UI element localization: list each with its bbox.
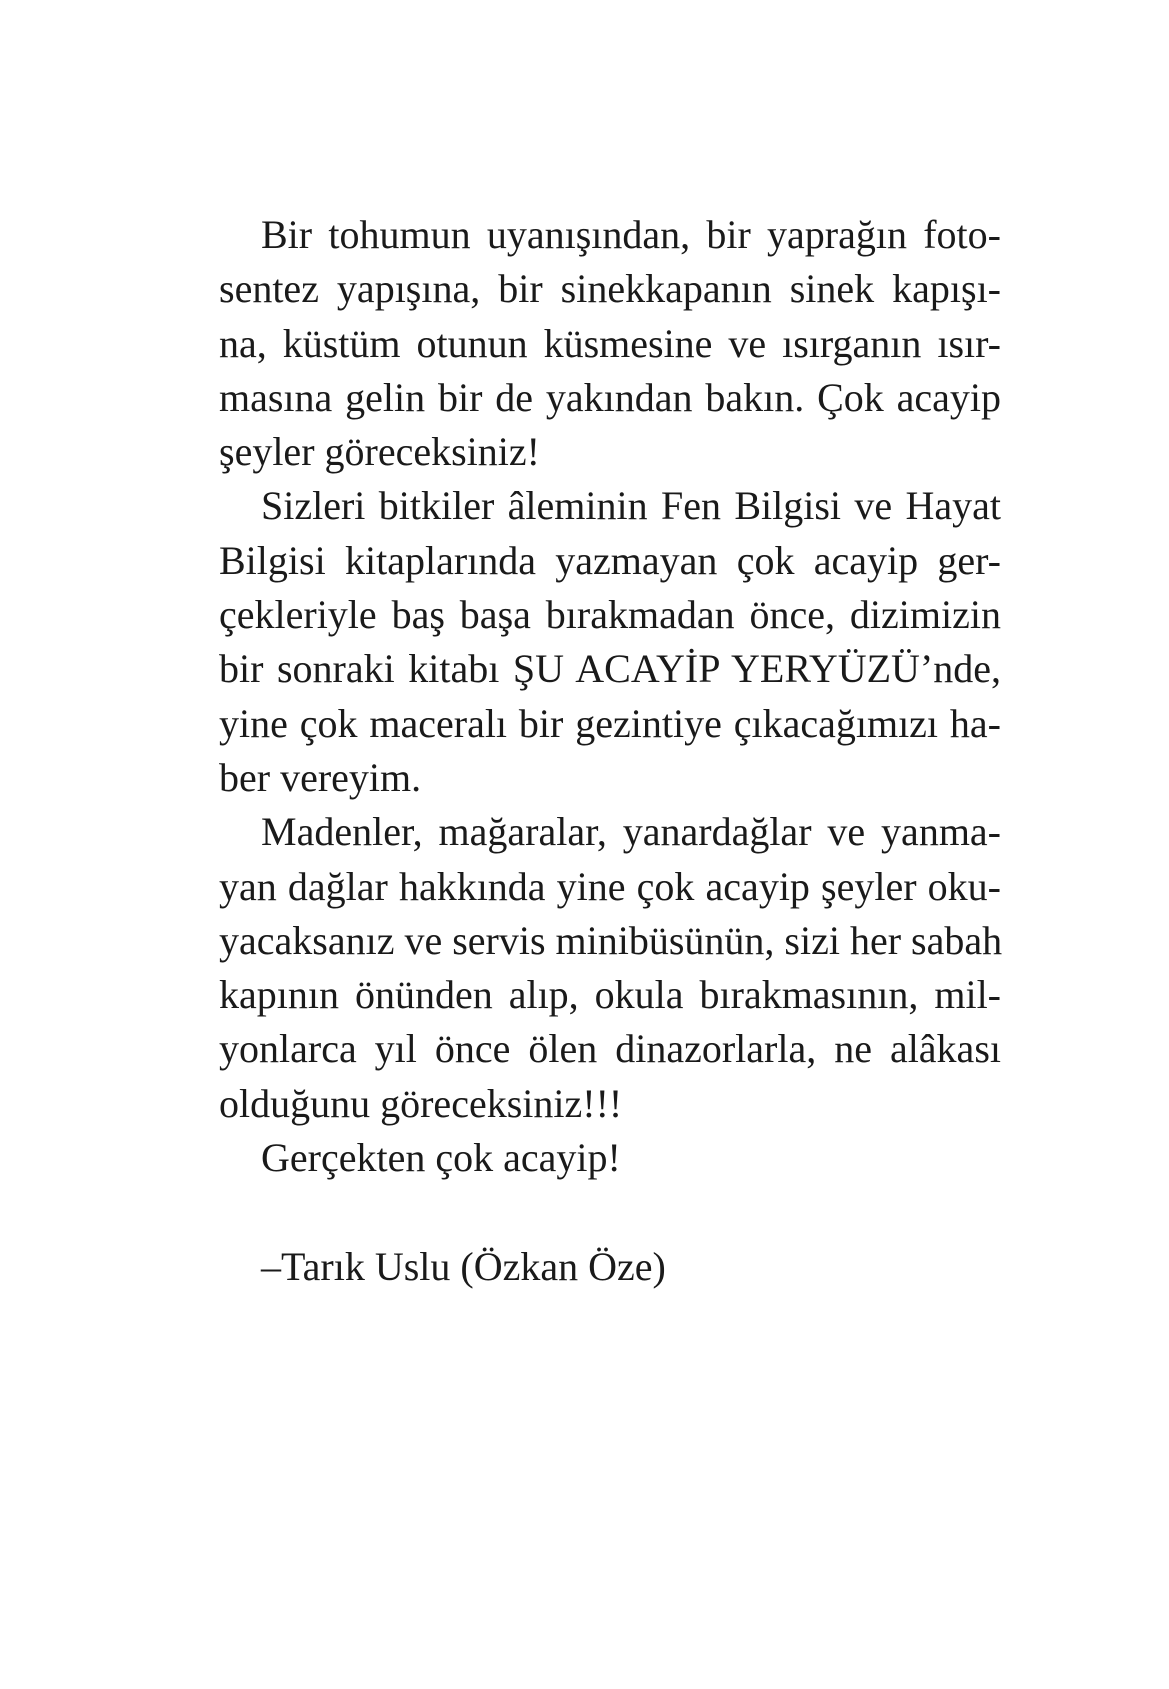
- text-line: Sizleri bitkiler âleminin Fen Bilgisi ve Hayat: [261, 483, 1001, 529]
- text-line: ber vereyim.: [219, 754, 422, 800]
- text-line: çekleriyle baş başa bırakmadan önce, dizimizin: [219, 592, 1001, 638]
- text-line: masına gelin bir de yakından bakın. Çok acayip: [219, 374, 1001, 420]
- text-line: yine çok maceralı bir gezintiye çıkacağımızı ha-: [219, 700, 1001, 746]
- paragraph-3: [219, 805, 1001, 1131]
- text-line: na, küstüm otunun küsmesine ve ısırganın ısır-: [219, 320, 1001, 366]
- text-line: bir sonraki kitabı ŞU ACAYİP YERYÜZÜ’nde,: [219, 646, 1001, 692]
- signature: –Tarık Uslu (Özkan Öze): [261, 1243, 666, 1289]
- blank-line: [219, 1185, 1001, 1239]
- paragraph-2: [219, 479, 1001, 805]
- text-line: Madenler, mağaralar, yanardağlar ve yanma-: [261, 809, 1001, 855]
- text-line: şeyler göreceksiniz!: [219, 429, 540, 475]
- text-line: Bilgisi kitaplarında yazmayan çok acayip ger-: [219, 537, 1001, 583]
- paragraph-4: [219, 1131, 1001, 1185]
- body-text: [219, 208, 1001, 1294]
- text-line: yonlarca yıl önce ölen dinazorlarla, ne alâkası: [219, 1026, 1001, 1072]
- text-line: sentez yapışına, bir sinekkapanın sinek kapışı-: [219, 266, 1001, 312]
- text-line: Bir tohumun uyanışından, bir yaprağın foto-: [261, 212, 1001, 257]
- text-line: kapının önünden alıp, okula bırakmasının, mil-: [219, 972, 1001, 1018]
- text-line: yacaksanız ve servis minibüsünün, sizi her sabah: [219, 917, 1003, 963]
- text-line: olduğunu göreceksiniz!!!: [219, 1080, 623, 1126]
- text-line: Gerçekten çok acayip!: [261, 1135, 621, 1181]
- paragraph-1: [219, 208, 1001, 479]
- text-line: yan dağlar hakkında yine çok acayip şeyler oku-: [219, 863, 1001, 909]
